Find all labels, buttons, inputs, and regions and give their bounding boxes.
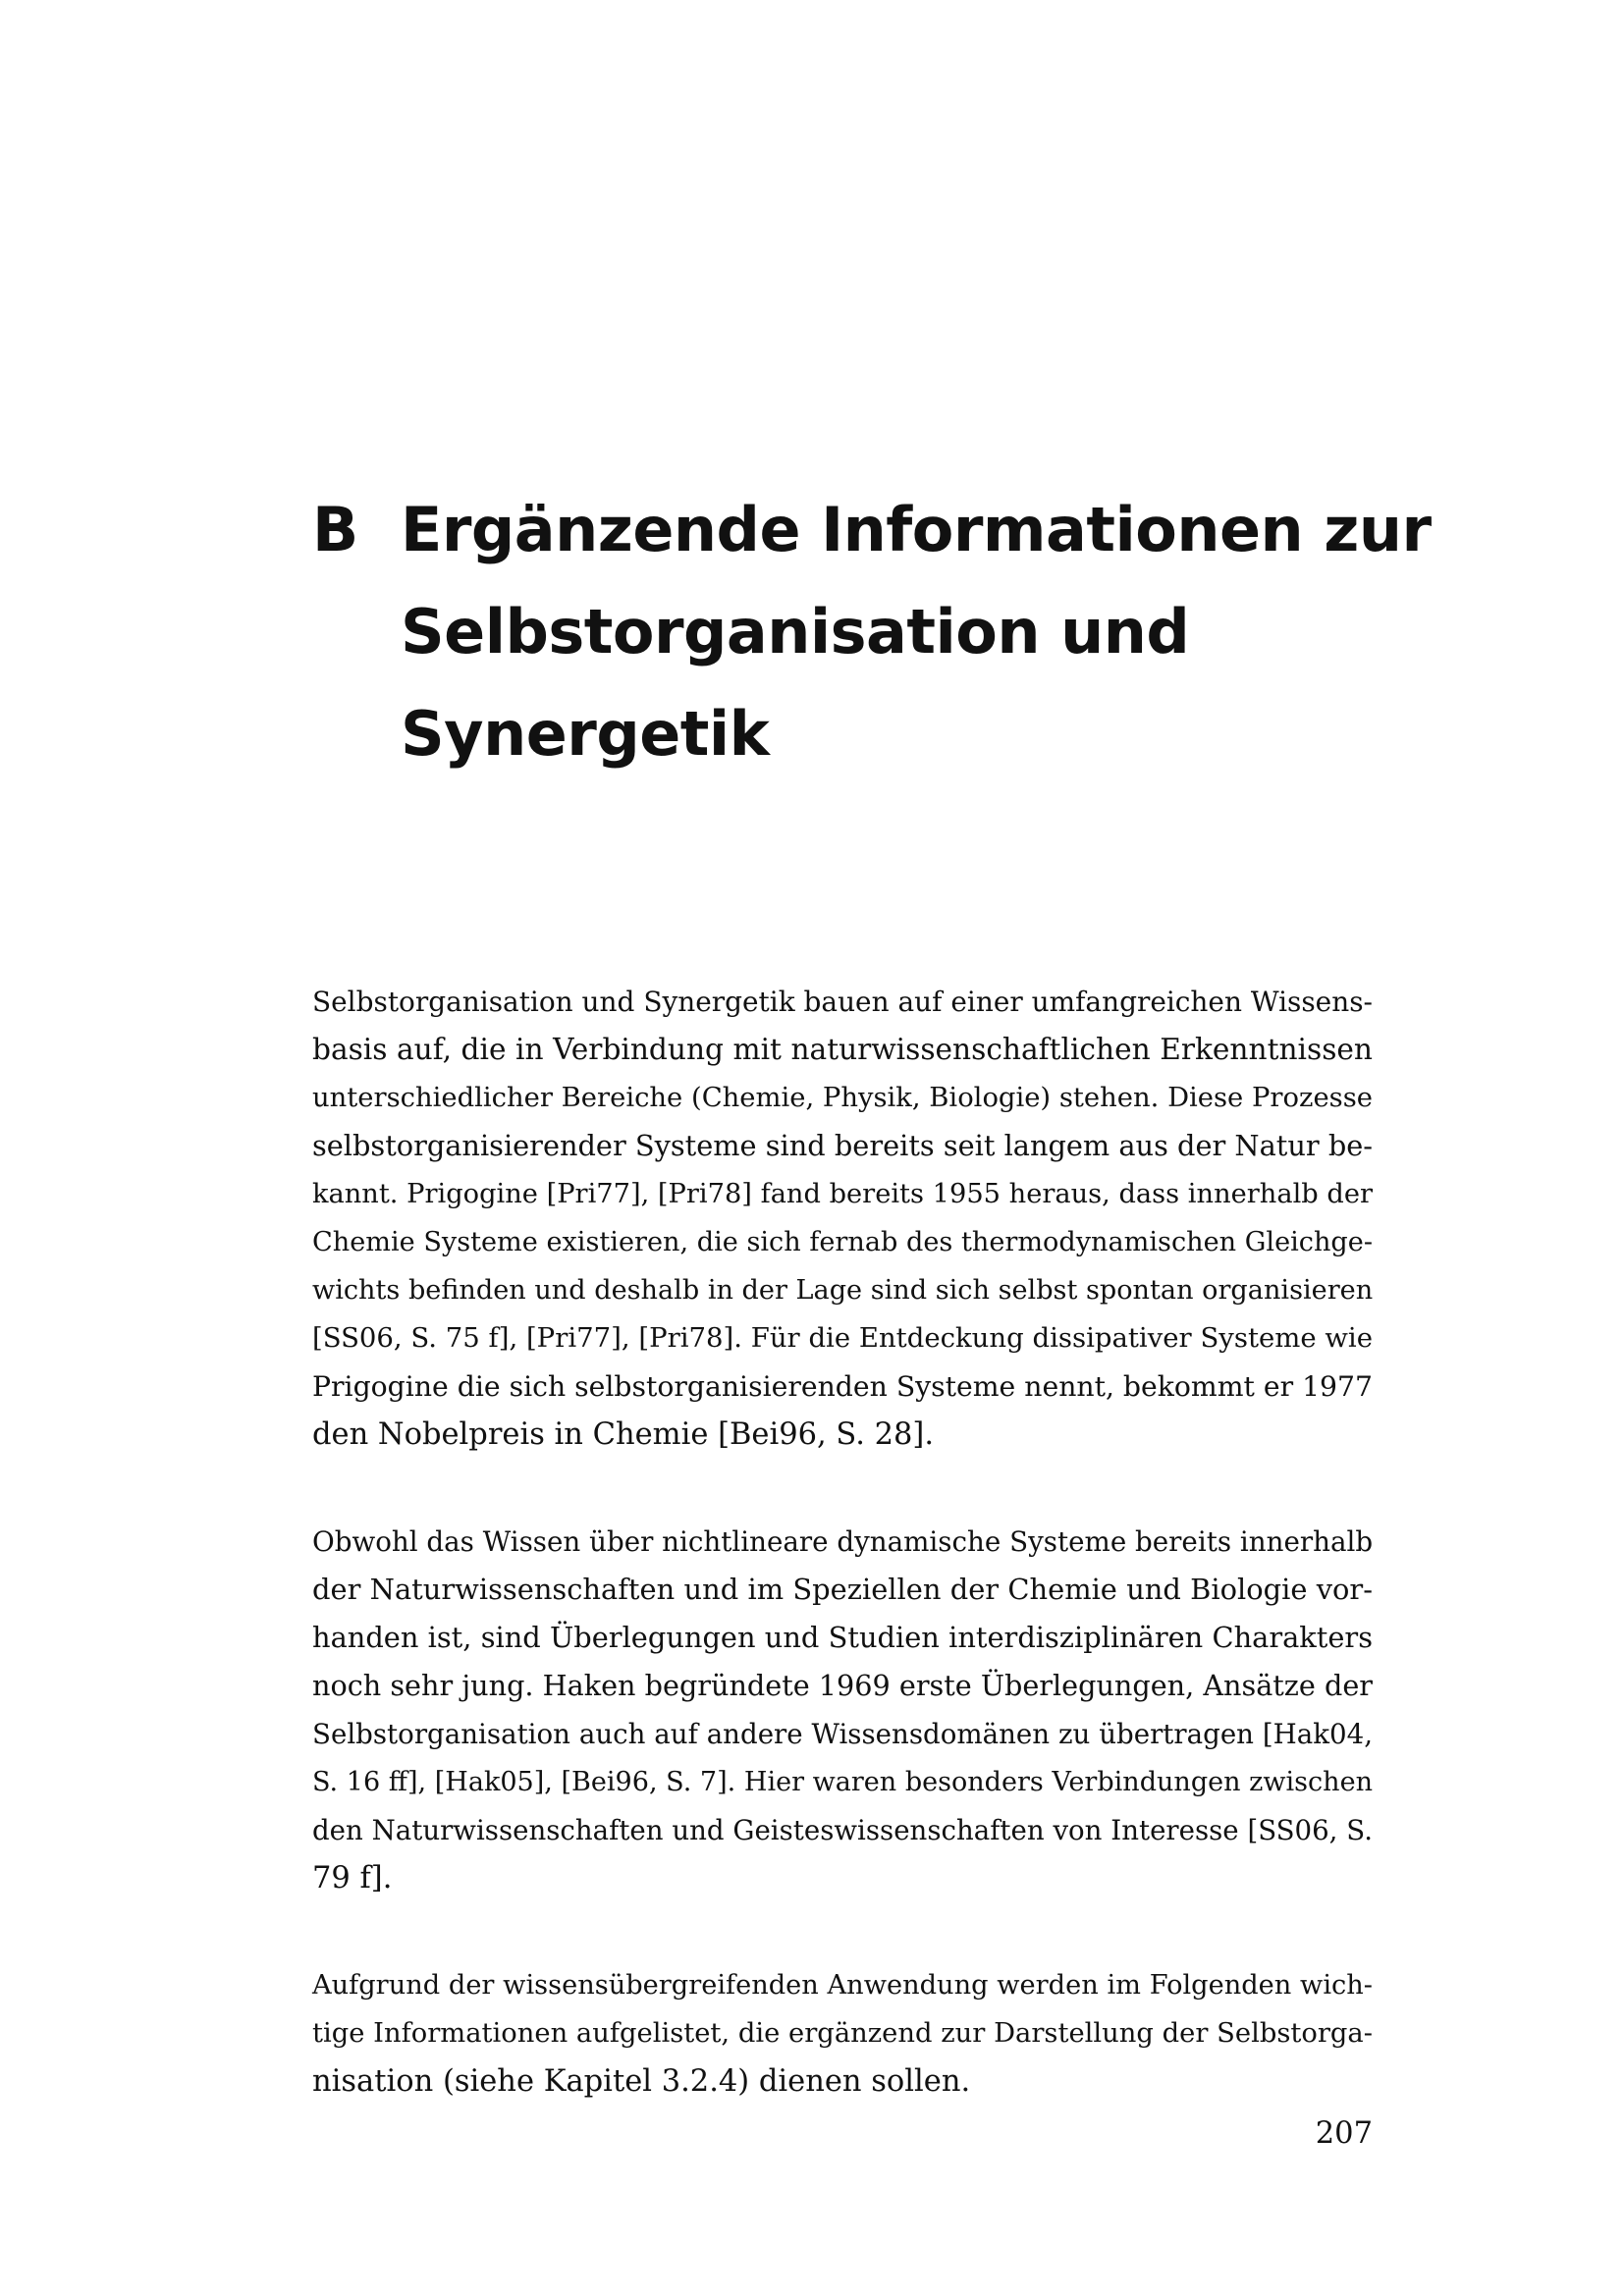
body-text <box>312 978 1373 2164</box>
chapter-title-line: Ergänzende Informationen zur <box>401 494 1432 565</box>
chapter-title-line: Selbstorganisation und <box>401 596 1190 667</box>
text-line: Obwohl das Wissen über nichtlineare dynamische Systeme bereits innerhalb <box>312 1525 1374 1558</box>
text-line: Prigogine die sich selbstorganisierenden Systeme nennt, bekommt er 1977 <box>312 1370 1374 1403</box>
paragraph-2 <box>312 1518 1373 1902</box>
text-line: wichts befinden und deshalb in der Lage sind sich selbst spontan organisieren <box>312 1275 1374 1306</box>
text-line: 79 f]. <box>312 1861 393 1896</box>
paragraph-1 <box>312 978 1373 1459</box>
text-line: Selbstorganisation auch auf andere Wissensdomänen zu übertragen [Hak04, <box>312 1718 1373 1750</box>
text-line: unterschiedlicher Bereiche (Chemie, Physik, Biologie) stehen. Diese Prozesse <box>312 1083 1373 1113</box>
text-line: Selbstorganisation und Synergetik bauen auf einer umfangreichen Wissens- <box>312 986 1373 1018</box>
chapter-title <box>401 479 1432 785</box>
chapter-letter: B <box>312 494 358 565</box>
text-line: nisation (siehe Kapitel 3.2.4) dienen sollen. <box>312 2064 971 2099</box>
text-line: selbstorganisierender Systeme sind bereits seit langem aus der Natur be- <box>312 1129 1373 1162</box>
text-line: tige Informationen aufgelistet, die ergänzend zur Darstellung der Selbstorga- <box>312 2018 1373 2049</box>
text-line: Aufgrund der wissensübergreifenden Anwendung werden im Folgenden wich- <box>312 1970 1373 2001</box>
chapter-title-line: Synergetik <box>401 698 770 770</box>
text-line: kannt. Prigogine [Pri77], [Pri78] fand bereits 1955 heraus, dass innerhalb der <box>312 1179 1373 1209</box>
text-line: Chemie Systeme existieren, die sich fernab des thermodynamischen Gleichge- <box>312 1227 1373 1257</box>
text-line: noch sehr jung. Haken begründete 1969 erste Überlegungen, Ansätze der <box>312 1669 1373 1702</box>
paragraph-3 <box>312 1961 1373 2106</box>
text-line: den Naturwissenschaften und Geisteswissenschaften von Interesse [SS06, S. <box>312 1814 1373 1846</box>
text-line: S. 16 ff], [Hak05], [Bei96, S. 7]. Hier waren besonders Verbindungen zwischen <box>312 1767 1373 1797</box>
text-line: der Naturwissenschaften und im Speziellen der Chemie und Biologie vor- <box>312 1573 1373 1606</box>
page-number: 207 <box>1315 2116 1373 2151</box>
text-line: [SS06, S. 75 f], [Pri77], [Pri78]. Für die Entdeckung dissipativer Systeme wie <box>312 1322 1373 1354</box>
text-line: handen ist, sind Überlegungen und Studien interdisziplinären Charakters <box>312 1621 1373 1654</box>
text-line: basis auf, die in Verbindung mit naturwissenschaftlichen Erkenntnissen <box>312 1033 1373 1066</box>
chapter-heading <box>312 479 1432 785</box>
text-line: den Nobelpreis in Chemie [Bei96, S. 28]. <box>312 1417 935 1452</box>
